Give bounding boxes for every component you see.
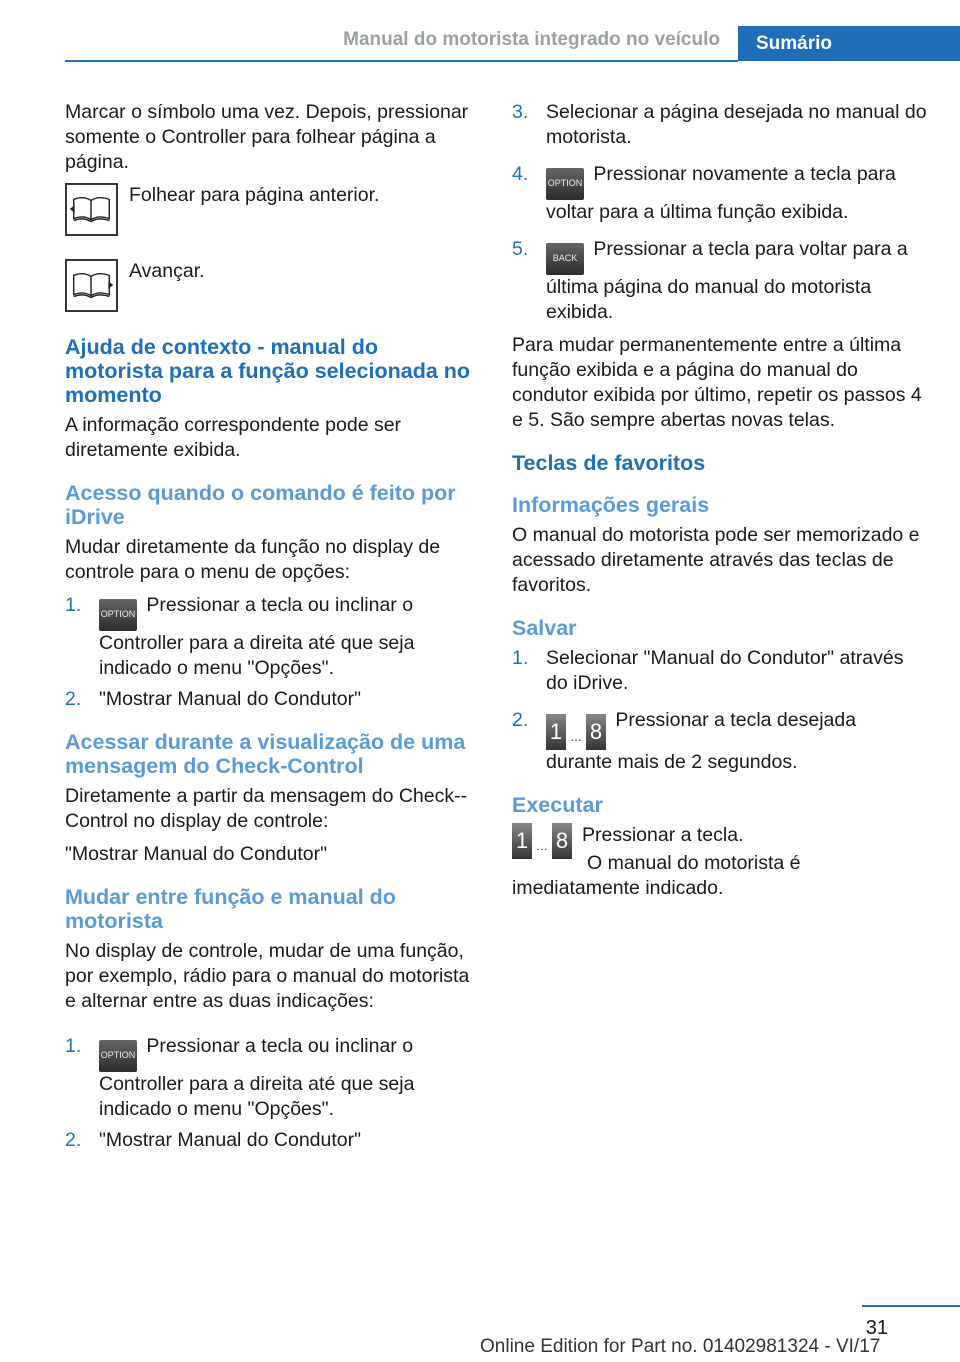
favorite-keys-icon: 1 … 8 [546,714,606,750]
heading-general-info: Informações gerais [512,493,710,517]
book-next-icon [65,259,118,312]
list-item: 2. "Mostrar Manual do Condutor" [65,1129,362,1151]
save-steps [512,646,927,775]
header-rule [65,60,738,62]
intro-text: Marcar o símbolo uma vez. Depois, pressionar somente o Controller para folhear página a página. [65,101,469,173]
heading-idrive-access: Acesso quando o comando é feito por iDrive [65,481,456,529]
list-item: 5. BACK Pressionar a tecla para voltar para a última página do manual do motorista exibida. [512,238,908,323]
footer-rule [862,1305,960,1307]
prev-page-label: Folhear para página anterior. [129,184,380,206]
idrive-steps [65,593,480,712]
switch-text: No display de controle, mudar de uma função, por exemplo, rádio para o manual do motorista e alternar entre as duas indicações: [65,940,470,1012]
page-header [65,26,960,61]
page-number: 31 [865,1317,888,1339]
left-column [65,100,480,1161]
execute-result: O manual do motorista é imediatamente indicado. [512,852,801,899]
list-item: 1. OPTION Pressionar a tecla ou inclinar o Controller para a direita até que seja indicado o menu "Opções". [65,594,415,679]
list-item: 3. Selecionar a página desejada no manual do motorista. [512,101,927,148]
toggle-text: Para mudar permanentemente entre a última função exibida e a página do manual do condutor exibida por último, repetir os passos 4 e 5. São sempre abertas novas telas. [512,334,922,431]
list-item: 2. 1 … 8 Pressionar a tecla desejada durante mais de 2 segundos. [512,709,857,773]
check-text-2: "Mostrar Manual do Condutor" [65,843,328,865]
heading-save: Salvar [512,616,577,640]
heading-switch-function: Mudar entre função e manual do motorista [65,885,396,933]
context-text: A informação correspondente pode ser diretamente exibida. [65,414,402,461]
list-item: 1. OPTION Pressionar a tecla ou inclinar o Controller para a direita até que seja indicado o menu "Opções". [65,1035,415,1120]
general-text: O manual do motorista pode ser memorizado e acessado diretamente através das teclas de favoritos. [512,524,920,596]
option-key-icon: OPTION [546,168,584,200]
option-key-icon: OPTION [99,599,137,631]
list-item: 4. OPTION Pressionar novamente a tecla para voltar para a última função exibida. [512,163,896,223]
option-key-icon: OPTION [99,1040,137,1072]
heading-execute: Executar [512,793,603,817]
list-item: 1. Selecionar "Manual do Condutor" através do iDrive. [512,647,904,694]
footer-edition: Online Edition for Part no. 01402981324 - VI/17 [480,1336,881,1357]
heading-check-control: Acessar durante a visualização de uma mensagem do Check-Control [65,730,466,778]
favorite-keys-icon: 1 … 8 [512,823,572,859]
check-text: Diretamente a partir da mensagem do Check--Control no display de controle: [65,785,468,832]
execute-text: Pressionar a tecla. [582,824,744,846]
next-page-row [65,259,480,315]
idrive-text: Mudar diretamente da função no display de controle para o menu de opções: [65,536,441,583]
tab-summary[interactable]: Sumário [738,26,960,61]
right-column [512,100,927,909]
list-item: 2. "Mostrar Manual do Condutor" [65,688,362,710]
manual-steps [512,100,927,325]
heading-favorites: Teclas de favoritos [512,451,706,475]
book-prev-icon [65,183,118,236]
header-title[interactable]: Manual do motorista integrado no veículo [343,29,720,50]
prev-page-row [65,183,480,239]
back-key-icon: BACK [546,243,584,275]
switch-steps [65,1034,480,1153]
next-page-label: Avançar. [129,260,205,282]
heading-context-help: Ajuda de contexto - manual do motorista para a função selecionada no momento [65,335,471,407]
